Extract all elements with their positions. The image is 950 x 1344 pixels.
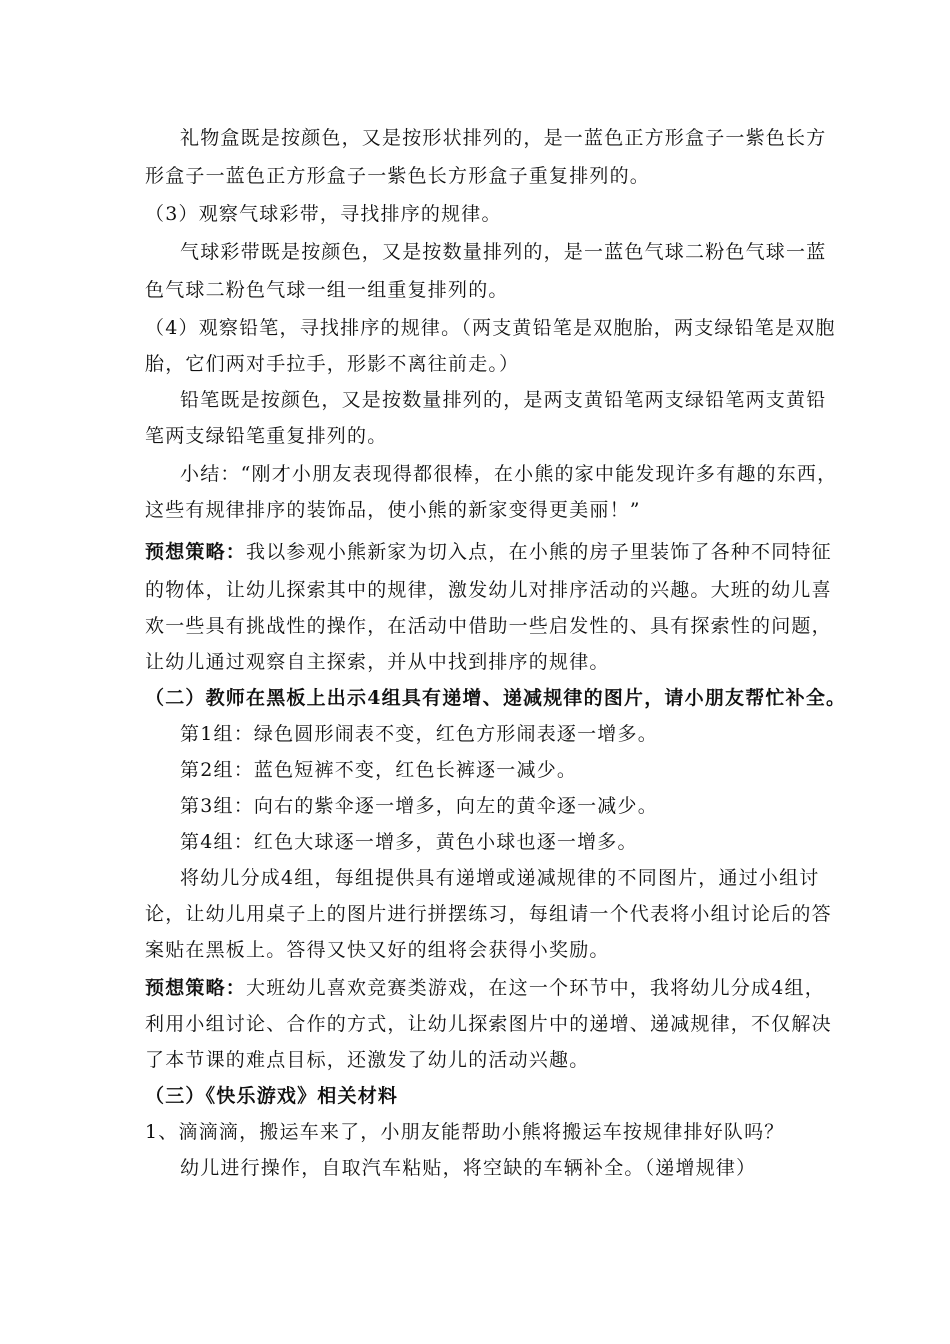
strategy-label: 预想策略： bbox=[145, 541, 247, 563]
paragraph-line: 色气球二粉色气球一组一组重复排列的。 bbox=[145, 279, 509, 301]
paragraph-line: 胎，它们两对手拉手，形影不离往前走。） bbox=[145, 353, 520, 375]
group-item: 第2组：蓝色短裤不变，红色长裤逐一减少。 bbox=[180, 759, 578, 781]
paragraph-line: 将幼儿分成4组，每组提供具有递增或递减规律的不同图片，通过小组讨 bbox=[180, 867, 820, 889]
paragraph-line: 利用小组讨论、合作的方式，让幼儿探索图片中的递增、递减规律，不仅解决 bbox=[145, 1013, 832, 1035]
strategy-paragraph-line: 预想策略：我以参观小熊新家为切入点，在小熊的房子里装饰了各种不同特征 bbox=[145, 541, 832, 563]
paragraph-line: 气球彩带既是按颜色，又是按数量排列的，是一蓝色气球二粉色气球一蓝 bbox=[180, 241, 827, 263]
section-heading: （三）《快乐游戏》相关材料 bbox=[145, 1085, 399, 1107]
paragraph-line: 的物体，让幼儿探索其中的规律，激发幼儿对排序活动的兴趣。大班的幼儿喜 bbox=[145, 579, 832, 601]
paragraph-line: 欢一些具有挑战性的操作，在活动中借助一些启发性的、具有探索性的问题， bbox=[145, 615, 832, 637]
paragraph-line: 铅笔既是按颜色，又是按数量排列的，是两支黄铅笔两支绿铅笔两支黄铅 bbox=[180, 389, 827, 411]
section-item-heading: （3）观察气球彩带，寻找排序的规律。 bbox=[145, 203, 502, 225]
summary-line: 这些有规律排序的装饰品，使小熊的新家变得更美丽！” bbox=[145, 499, 641, 521]
group-item: 第3组：向右的紫伞逐一增多，向左的黄伞逐一减少。 bbox=[180, 795, 658, 817]
summary-line: 小结：“刚才小朋友表现得都很棒，在小熊的家中能发现许多有趣的东西， bbox=[180, 463, 838, 485]
paragraph-line: 论，让幼儿用桌子上的图片进行拼摆练习，每组请一个代表将小组讨论后的答 bbox=[145, 903, 832, 925]
paragraph-line: 幼儿进行操作，自取汽车粘贴，将空缺的车辆补全。（递增规律） bbox=[180, 1157, 757, 1179]
section-item-heading: （4）观察铅笔，寻找排序的规律。（两支黄铅笔是双胞胎，两支绿铅笔是双胞 bbox=[145, 317, 836, 339]
group-item: 第1组：绿色圆形闹表不变，红色方形闹表逐一增多。 bbox=[180, 723, 658, 745]
paragraph-line: 1、滴滴滴，搬运车来了，小朋友能帮助小熊将搬运车按规律排好队吗？ bbox=[145, 1121, 785, 1143]
strategy-paragraph-line: 预想策略：大班幼儿喜欢竞赛类游戏，在这一个环节中，我将幼儿分成4组， bbox=[145, 977, 825, 999]
paragraph-line: 笔两支绿铅笔重复排列的。 bbox=[145, 425, 388, 447]
paragraph-line: 形盒子一蓝色正方形盒子一紫色长方形盒子重复排列的。 bbox=[145, 165, 651, 187]
strategy-label: 预想策略： bbox=[145, 977, 247, 999]
paragraph-line: 了本节课的难点目标，还激发了幼儿的活动兴趣。 bbox=[145, 1049, 590, 1071]
section-heading: （二）教师在黑板上出示4组具有递增、递减规律的图片，请小朋友帮忙补全。 bbox=[145, 687, 847, 709]
paragraph-line: 让幼儿通过观察自主探索，并从中找到排序的规律。 bbox=[145, 651, 610, 673]
group-item: 第4组：红色大球逐一增多，黄色小球也逐一增多。 bbox=[180, 831, 638, 853]
paragraph-line: 礼物盒既是按颜色，又是按形状排列的，是一蓝色正方形盒子一紫色长方 bbox=[180, 127, 827, 149]
paragraph-line: 案贴在黑板上。答得又快又好的组将会获得小奖励。 bbox=[145, 939, 610, 961]
